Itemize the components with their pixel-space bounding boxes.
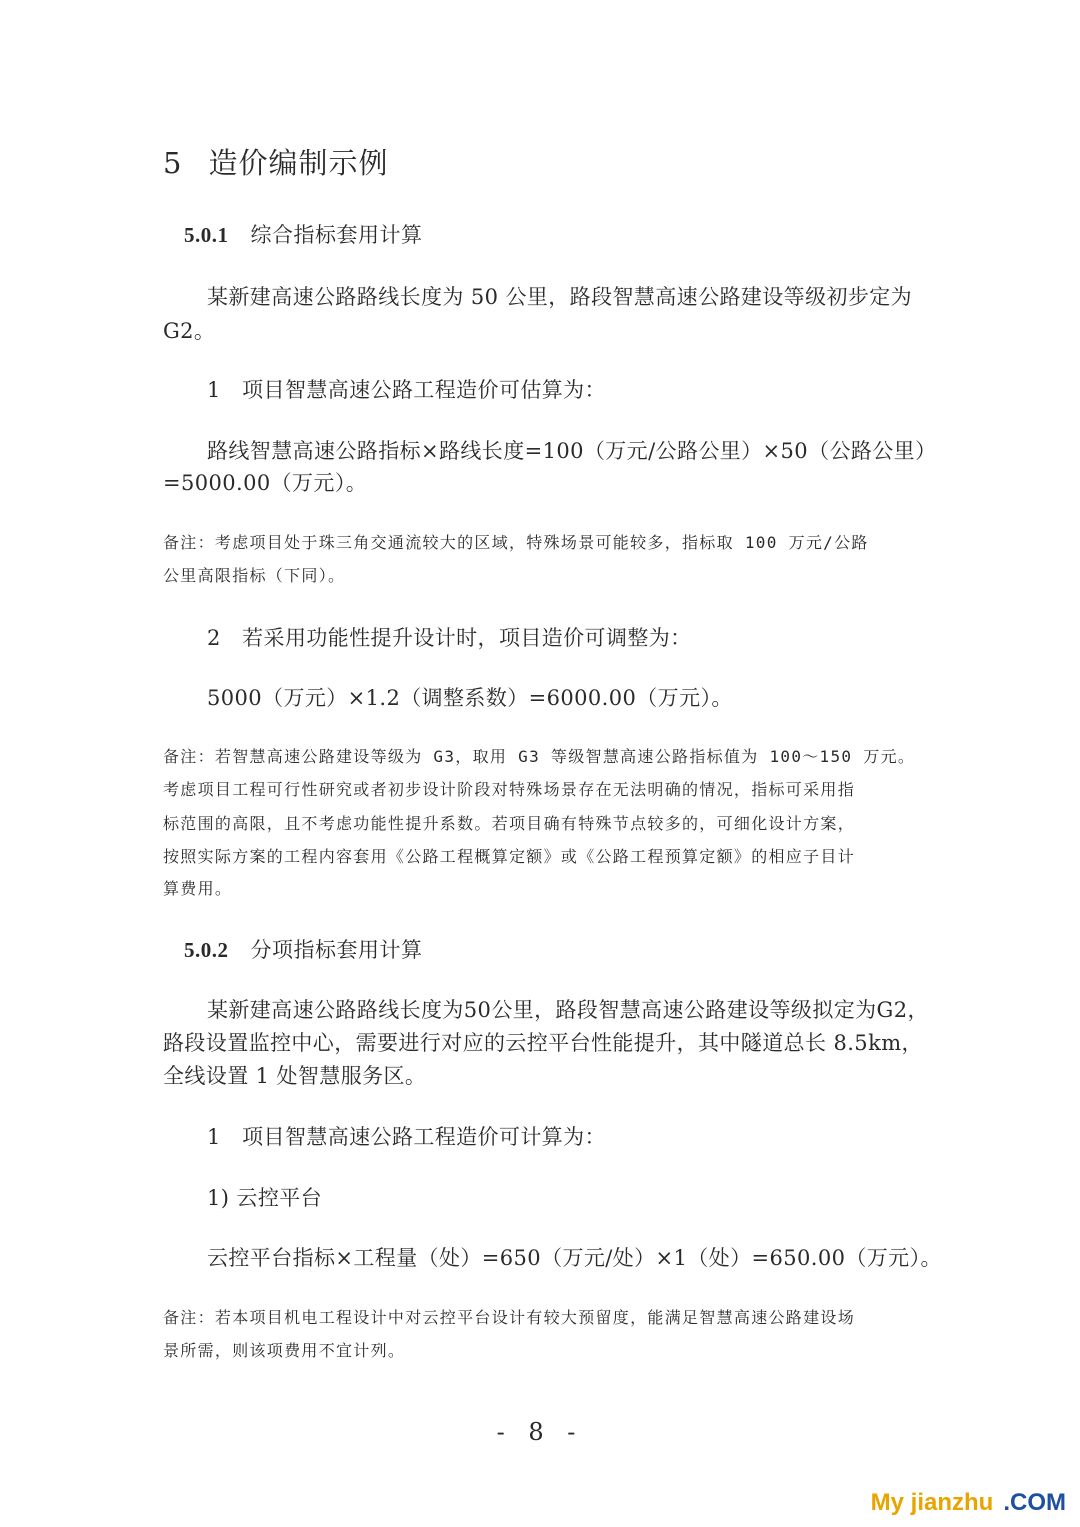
subsection-number: 5.0.1 — [184, 223, 229, 247]
note-line: 公里高限指标（下同）。 — [163, 566, 346, 585]
subsection-title: 综合指标套用计算 — [250, 223, 423, 247]
note-line: 考虑项目工程可行性研究或者初步设计阶段对特殊场景存在无法明确的情况，指标可采用指 — [163, 780, 856, 799]
paragraph-line: 某新建高速公路路线长度为 50 公里，路段智慧高速公路建设等级初步定为 — [207, 285, 913, 309]
subsection-heading-2 — [184, 934, 423, 964]
note-line: 备注：若本项目机电工程设计中对云控平台设计有较大预留度，能满足智慧高速公路建设场 — [163, 1308, 856, 1327]
paragraph-line: 全线设置 1 处智慧服务区。 — [163, 1064, 427, 1088]
note-line: 备注：若智慧高速公路建设等级为 G3，取用 G3 等级智慧高速公路指标值为 100～150 万元。 — [163, 747, 916, 766]
note-line: 按照实际方案的工程内容套用《公路工程概算定额》或《公路工程预算定额》的相应子目计 — [163, 847, 856, 866]
section-title: 造价编制示例 — [208, 146, 389, 180]
subsection-heading-1 — [184, 219, 423, 249]
paragraph-line: G2。 — [163, 319, 216, 343]
note-line: 标范围的高限，且不考虑功能性提升系数。若项目确有特殊节点较多的，可细化设计方案， — [163, 814, 856, 833]
page-number: - 8 - — [496, 1418, 584, 1446]
formula-line: 路线智慧高速公路指标×路线长度=100（万元/公路公里）×50（公路公里） — [207, 439, 937, 463]
list-item: 2 若采用功能性提升设计时，项目造价可调整为： — [207, 626, 692, 650]
section-number: 5 — [163, 146, 183, 180]
watermark-domain: .COM — [1003, 1489, 1066, 1516]
list-item: 1 项目智慧高速公路工程造价可计算为： — [207, 1125, 606, 1149]
sub-list-item: 1) 云控平台 — [207, 1186, 323, 1210]
watermark-text: My jianzhu — [870, 1489, 994, 1516]
paragraph-line: 路段设置监控中心，需要进行对应的云控平台性能提升，其中隧道总长 8.5km， — [163, 1031, 923, 1055]
watermark-logo — [871, 1489, 1066, 1517]
subsection-title: 分项指标套用计算 — [250, 938, 423, 962]
list-item: 1 项目智慧高速公路工程造价可估算为： — [207, 378, 606, 402]
note-line: 备注：考虑项目处于珠三角交通流较大的区域，特殊场景可能较多，指标取 100 万元/公路 — [163, 533, 869, 552]
note-line: 算费用。 — [163, 879, 233, 898]
note-line: 景所需，则该项费用不宜计列。 — [163, 1341, 406, 1360]
formula-line: =5000.00（万元）。 — [163, 471, 368, 495]
section-heading — [163, 141, 388, 182]
formula-line: 5000（万元）×1.2（调整系数）=6000.00（万元）。 — [207, 686, 733, 710]
formula-line: 云控平台指标×工程量（处）=650（万元/处）×1（处）=650.00（万元）。 — [207, 1246, 942, 1270]
paragraph-line: 某新建高速公路路线长度为50公里，路段智慧高速公路建设等级拟定为G2， — [207, 998, 929, 1022]
subsection-number: 5.0.2 — [184, 938, 229, 962]
